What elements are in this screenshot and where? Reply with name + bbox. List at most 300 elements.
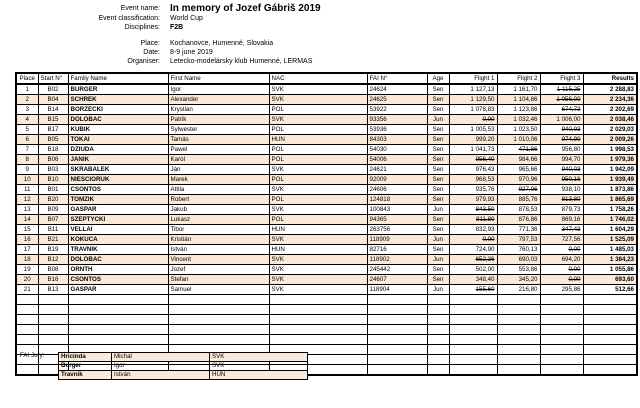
cell-start: B07	[38, 215, 68, 225]
cell-f2: 970,96	[497, 175, 540, 185]
cell-res: 1 939,49	[583, 175, 637, 185]
column-header: First Name	[168, 73, 269, 84]
cell-res	[583, 365, 637, 376]
cell-f3: 0,00	[540, 245, 583, 255]
cell-family: SKRABALEK	[68, 165, 168, 175]
table-header-row	[16, 73, 637, 84]
jury-family: Burger	[59, 362, 112, 371]
cell-f2: 771,36	[497, 225, 540, 235]
cell-fai: 24624	[367, 84, 427, 95]
cell-age: Sen	[427, 225, 449, 235]
cell-age: Sen	[427, 135, 449, 145]
cell-family: VELLAI	[68, 225, 168, 235]
cell-f3: 974,90	[540, 135, 583, 145]
cell-place	[16, 365, 38, 376]
cell-f1: 832,93	[449, 225, 497, 235]
cell-age: Sen	[427, 165, 449, 175]
jury-nac: SVK	[210, 353, 308, 362]
cell-res	[583, 355, 637, 365]
cell-res: 1 998,53	[583, 145, 637, 155]
cell-f1: 956,40	[449, 155, 497, 165]
table-row	[16, 155, 637, 165]
cell-f3: 347,43	[540, 225, 583, 235]
cell-fai	[367, 335, 427, 345]
jury-family: Travnik	[59, 371, 112, 380]
cell-f2	[497, 315, 540, 325]
cell-first	[168, 305, 269, 315]
cell-f1: 843,50	[449, 205, 497, 215]
cell-fai: 53936	[367, 125, 427, 135]
cell-res: 512,66	[583, 285, 637, 295]
table-row	[16, 325, 637, 335]
column-header: Age	[427, 73, 449, 84]
cell-f2: 1 023,50	[497, 125, 540, 135]
cell-place: 4	[16, 115, 38, 125]
cell-f1: 1 041,73	[449, 145, 497, 155]
cell-start: B08	[38, 265, 68, 275]
classification-label: Event classification:	[98, 15, 160, 22]
cell-f3	[540, 305, 583, 315]
cell-f3: 1 115,25	[540, 84, 583, 95]
table-row	[16, 165, 637, 175]
table-row	[16, 295, 637, 305]
jury-family: Hricinda	[59, 353, 112, 362]
cell-res: 1 746,02	[583, 215, 637, 225]
cell-age: Sen	[427, 105, 449, 115]
cell-age: Sen	[427, 275, 449, 285]
cell-f2	[497, 325, 540, 335]
classification-value: World Cup	[170, 15, 203, 22]
cell-res	[583, 325, 637, 335]
cell-f2: 965,66	[497, 165, 540, 175]
column-header: Family Name	[68, 73, 168, 84]
cell-first: Tamás	[168, 135, 269, 145]
cell-nac	[269, 335, 367, 345]
cell-fai: 24621	[367, 165, 427, 175]
cell-f3	[540, 355, 583, 365]
jury-first: Igor	[112, 362, 210, 371]
cell-age: Sen	[427, 245, 449, 255]
cell-nac: HUN	[269, 245, 367, 255]
cell-place	[16, 325, 38, 335]
cell-start: B14	[38, 105, 68, 115]
cell-f1: 652,36	[449, 255, 497, 265]
cell-f1: 979,93	[449, 195, 497, 205]
cell-res	[583, 295, 637, 305]
cell-nac: HUN	[269, 135, 367, 145]
table-row	[16, 275, 637, 285]
place-label: Place:	[140, 40, 160, 47]
cell-fai: 118904	[367, 285, 427, 295]
cell-f1: 348,40	[449, 275, 497, 285]
cell-place: 20	[16, 275, 38, 285]
cell-f2: 1 161,70	[497, 84, 540, 95]
jury-row	[59, 362, 308, 371]
cell-family: JANIK	[68, 155, 168, 165]
cell-age	[427, 335, 449, 345]
cell-start: B15	[38, 115, 68, 125]
cell-nac: POL	[269, 155, 367, 165]
cell-family: GASPAR	[68, 205, 168, 215]
event-name: In memory of Jozef Gábriš 2019	[170, 3, 321, 14]
cell-fai: 54030	[367, 145, 427, 155]
cell-f2: 797,53	[497, 235, 540, 245]
cell-nac: POL	[269, 145, 367, 155]
cell-res	[583, 315, 637, 325]
date-value: 8-9 june 2019	[170, 49, 213, 56]
cell-f2	[497, 365, 540, 376]
cell-fai	[367, 295, 427, 305]
cell-f1: 811,80	[449, 215, 497, 225]
cell-first: Pawel	[168, 145, 269, 155]
table-row	[16, 95, 637, 105]
cell-f2	[497, 345, 540, 355]
cell-nac: SVK	[269, 285, 367, 295]
cell-place: 3	[16, 105, 38, 115]
cell-res: 693,60	[583, 275, 637, 285]
column-header: Flight 1	[449, 73, 497, 84]
cell-fai	[367, 355, 427, 365]
cell-f2	[497, 335, 540, 345]
cell-f1	[449, 325, 497, 335]
cell-f2: 471,86	[497, 145, 540, 155]
cell-age	[427, 325, 449, 335]
cell-f1: 999,20	[449, 135, 497, 145]
cell-place: 19	[16, 265, 38, 275]
cell-f1	[449, 345, 497, 355]
column-header: FAI N°	[367, 73, 427, 84]
cell-first: Tibor	[168, 225, 269, 235]
cell-age	[427, 315, 449, 325]
cell-nac: HUN	[269, 225, 367, 235]
table-row	[16, 84, 637, 95]
cell-first	[168, 325, 269, 335]
organiser-label: Organiser:	[127, 58, 160, 65]
cell-fai: 24607	[367, 275, 427, 285]
cell-first: Karol	[168, 155, 269, 165]
cell-start: B19	[38, 245, 68, 255]
cell-f2: 760,13	[497, 245, 540, 255]
cell-res	[583, 345, 637, 355]
cell-f3	[540, 345, 583, 355]
cell-nac	[269, 315, 367, 325]
column-header: Flight 3	[540, 73, 583, 84]
cell-f1	[449, 355, 497, 365]
disciplines-value: F2B	[170, 24, 184, 31]
cell-fai: 118902	[367, 255, 427, 265]
cell-family	[68, 325, 168, 335]
cell-res: 1 942,09	[583, 165, 637, 175]
cell-place: 14	[16, 215, 38, 225]
cell-nac: SVK	[269, 115, 367, 125]
cell-nac: SVK	[269, 205, 367, 215]
cell-f1: 1 078,83	[449, 105, 497, 115]
cell-f2	[497, 305, 540, 315]
cell-res: 2 288,83	[583, 84, 637, 95]
cell-age: Sen	[427, 125, 449, 135]
cell-f2: 885,76	[497, 195, 540, 205]
cell-fai: 24606	[367, 185, 427, 195]
cell-res	[583, 335, 637, 345]
cell-family: BURGER	[68, 84, 168, 95]
table-row	[16, 335, 637, 345]
cell-res: 1 758,26	[583, 205, 637, 215]
cell-f3: 940,03	[540, 165, 583, 175]
cell-start: B02	[38, 84, 68, 95]
place-value: Kochanovce, Humenné, Slovakia	[170, 40, 274, 47]
cell-start: B05	[38, 135, 68, 145]
column-header: Start N°	[38, 73, 68, 84]
cell-start	[38, 295, 68, 305]
cell-f2: 927,96	[497, 185, 540, 195]
cell-nac: POL	[269, 125, 367, 135]
cell-first	[168, 295, 269, 305]
jury-label: FAI Jury:	[20, 352, 45, 359]
cell-nac: SVK	[269, 84, 367, 95]
cell-start: B13	[38, 285, 68, 295]
cell-first: Igor	[168, 84, 269, 95]
cell-fai: 245442	[367, 265, 427, 275]
cell-start: B09	[38, 205, 68, 215]
cell-f3: 938,10	[540, 185, 583, 195]
cell-first: Stefan	[168, 275, 269, 285]
cell-family: ORNTH	[68, 265, 168, 275]
cell-nac: SVK	[269, 265, 367, 275]
cell-family	[68, 315, 168, 325]
cell-family: DOLOBAC	[68, 255, 168, 265]
table-row	[16, 265, 637, 275]
cell-f3	[540, 295, 583, 305]
cell-family: CSONTOS	[68, 185, 168, 195]
cell-place: 13	[16, 205, 38, 215]
cell-family: SZEPTYCKI	[68, 215, 168, 225]
cell-first: István	[168, 245, 269, 255]
cell-f2: 984,66	[497, 155, 540, 165]
cell-first: Krystian	[168, 105, 269, 115]
table-row	[16, 225, 637, 235]
cell-nac: SVK	[269, 185, 367, 195]
table-row	[16, 135, 637, 145]
cell-f1: 976,43	[449, 165, 497, 175]
cell-f2: 345,20	[497, 275, 540, 285]
cell-f2: 1 032,46	[497, 115, 540, 125]
cell-f3: 869,16	[540, 215, 583, 225]
disciplines-label: Disciplines:	[124, 24, 160, 31]
cell-fai	[367, 305, 427, 315]
cell-res: 1 525,09	[583, 235, 637, 245]
cell-f1: 0,00	[449, 115, 497, 125]
table-row	[16, 255, 637, 265]
cell-age: Sen	[427, 84, 449, 95]
cell-nac: POL	[269, 195, 367, 205]
cell-start: B18	[38, 145, 68, 155]
table-row	[16, 175, 637, 185]
cell-res: 1 873,86	[583, 185, 637, 195]
cell-place: 16	[16, 235, 38, 245]
cell-f2: 216,80	[497, 285, 540, 295]
cell-f2: 1 104,86	[497, 95, 540, 105]
cell-fai: 92009	[367, 175, 427, 185]
table-row	[16, 285, 637, 295]
cell-place: 8	[16, 155, 38, 165]
jury-table	[58, 352, 308, 380]
cell-age: Sen	[427, 95, 449, 105]
cell-fai: 84303	[367, 135, 427, 145]
cell-f1: 1 129,50	[449, 95, 497, 105]
cell-nac	[269, 295, 367, 305]
cell-f1	[449, 295, 497, 305]
cell-nac: POL	[269, 105, 367, 115]
cell-place	[16, 315, 38, 325]
cell-f3: 813,80	[540, 195, 583, 205]
table-row	[16, 105, 637, 115]
cell-f2: 876,86	[497, 215, 540, 225]
cell-res: 2 202,69	[583, 105, 637, 115]
cell-nac	[269, 325, 367, 335]
cell-f3: 0,00	[540, 265, 583, 275]
cell-first: Vincent	[168, 255, 269, 265]
cell-family: TOKAI	[68, 135, 168, 145]
cell-res	[583, 305, 637, 315]
cell-age: Jun	[427, 255, 449, 265]
cell-res: 1 979,36	[583, 155, 637, 165]
cell-place: 5	[16, 125, 38, 135]
cell-fai: 82716	[367, 245, 427, 255]
cell-place: 1	[16, 84, 38, 95]
cell-age: Sen	[427, 155, 449, 165]
cell-res: 2 038,46	[583, 115, 637, 125]
cell-f3: 727,56	[540, 235, 583, 245]
table-row	[16, 115, 637, 125]
cell-place	[16, 305, 38, 315]
table-row	[16, 315, 637, 325]
cell-first: Attila	[168, 185, 269, 195]
cell-f3	[540, 325, 583, 335]
cell-first: Marek	[168, 175, 269, 185]
cell-fai: 24625	[367, 95, 427, 105]
cell-res: 2 029,03	[583, 125, 637, 135]
jury-nac: HUN	[210, 371, 308, 380]
cell-start: B16	[38, 275, 68, 285]
cell-start	[38, 335, 68, 345]
cell-place: 18	[16, 255, 38, 265]
table-row	[16, 305, 637, 315]
cell-place	[16, 295, 38, 305]
cell-start: B04	[38, 95, 68, 105]
table-row	[16, 125, 637, 135]
cell-place	[16, 335, 38, 345]
cell-start: B12	[38, 255, 68, 265]
cell-age: Jun	[427, 205, 449, 215]
table-row	[16, 205, 637, 215]
cell-age: Jun	[427, 235, 449, 245]
cell-f1	[449, 315, 497, 325]
cell-family: GASPAR	[68, 285, 168, 295]
cell-first: Lukasz	[168, 215, 269, 225]
cell-res: 1 055,86	[583, 265, 637, 275]
cell-age	[427, 355, 449, 365]
cell-start: B20	[38, 195, 68, 205]
column-header: Results	[583, 73, 637, 84]
jury-first: Michal	[112, 353, 210, 362]
cell-start	[38, 325, 68, 335]
cell-fai	[367, 365, 427, 376]
cell-nac: SVK	[269, 165, 367, 175]
cell-age	[427, 295, 449, 305]
column-header: Flight 2	[497, 73, 540, 84]
cell-place: 15	[16, 225, 38, 235]
cell-f1: 1 127,13	[449, 84, 497, 95]
cell-family: NIESCIORUK	[68, 175, 168, 185]
table-row	[16, 195, 637, 205]
cell-age: Sen	[427, 215, 449, 225]
cell-age	[427, 365, 449, 376]
cell-fai: 263756	[367, 225, 427, 235]
cell-f2	[497, 355, 540, 365]
cell-first	[168, 335, 269, 345]
date-label: Date:	[143, 49, 160, 56]
cell-age: Sen	[427, 175, 449, 185]
cell-f3: 295,86	[540, 285, 583, 295]
cell-f3: 956,80	[540, 145, 583, 155]
cell-family: BORZECKI	[68, 105, 168, 115]
cell-first: Sylwester	[168, 125, 269, 135]
cell-f3	[540, 315, 583, 325]
cell-f2: 690,03	[497, 255, 540, 265]
cell-nac: POL	[269, 175, 367, 185]
cell-start: B21	[38, 235, 68, 245]
cell-f1: 502,00	[449, 265, 497, 275]
column-header: Place	[16, 73, 38, 84]
table-row	[16, 145, 637, 155]
cell-family	[68, 295, 168, 305]
cell-age: Jun	[427, 285, 449, 295]
cell-place: 6	[16, 135, 38, 145]
results-table	[15, 72, 638, 376]
cell-f3: 1 006,00	[540, 115, 583, 125]
jury-row	[59, 371, 308, 380]
table-row	[16, 185, 637, 195]
table-row	[16, 215, 637, 225]
cell-res: 2 234,36	[583, 95, 637, 105]
cell-res: 1 485,03	[583, 245, 637, 255]
cell-first: Robert	[168, 195, 269, 205]
cell-start	[38, 305, 68, 315]
jury-nac: SVK	[210, 362, 308, 371]
cell-f3: 950,16	[540, 175, 583, 185]
cell-place: 21	[16, 285, 38, 295]
cell-nac: SVK	[269, 275, 367, 285]
cell-f3: 879,73	[540, 205, 583, 215]
event-name-label: Event name:	[120, 5, 160, 12]
cell-start: B11	[38, 225, 68, 235]
cell-start: B17	[38, 125, 68, 135]
cell-place: 10	[16, 175, 38, 185]
cell-f3: 940,93	[540, 125, 583, 135]
cell-f1	[449, 335, 497, 345]
cell-family: TOMZIK	[68, 195, 168, 205]
cell-family: KOKUCA	[68, 235, 168, 245]
jury-first: István	[112, 371, 210, 380]
cell-f1: 155,60	[449, 285, 497, 295]
cell-place: 17	[16, 245, 38, 255]
cell-fai: 93356	[367, 115, 427, 125]
cell-f2: 878,53	[497, 205, 540, 215]
cell-family: DOLOBAC	[68, 115, 168, 125]
cell-f2: 1 010,06	[497, 135, 540, 145]
cell-start: B03	[38, 165, 68, 175]
cell-start: B10	[38, 175, 68, 185]
